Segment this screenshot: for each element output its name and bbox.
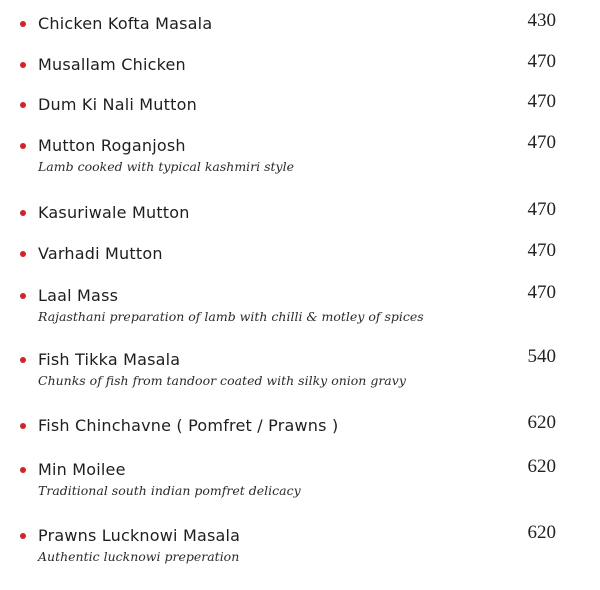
bullet-icon (20, 467, 26, 473)
bullet-icon (20, 533, 26, 539)
dish-name: Prawns Lucknowi Masala (38, 526, 241, 545)
dish-name: Dum Ki Nali Mutton (38, 95, 197, 114)
dish-description: Authentic lucknowi preperation (38, 549, 240, 564)
dish-name: Varhadi Mutton (38, 244, 163, 263)
dish-name: Min Moilee (38, 460, 126, 479)
bullet-icon (20, 62, 26, 68)
dish-description: Chunks of fish from tandoor coated with silky onion gravy (38, 373, 406, 388)
dish-price: 620 (527, 456, 556, 477)
dish-price: 470 (527, 91, 556, 112)
bullet-icon (20, 357, 26, 363)
dish-price: 470 (527, 199, 556, 220)
dish-price: 470 (527, 282, 556, 303)
bullet-icon (20, 102, 26, 108)
dish-price: 470 (527, 51, 556, 72)
dish-name: Laal Mass (38, 286, 119, 305)
dish-description: Rajasthani preparation of lamb with chilli & motley of spices (38, 309, 424, 324)
dish-name: Fish Chinchavne ( Pomfret / Prawns ) (38, 416, 339, 435)
dish-name: Chicken Kofta Masala (38, 14, 213, 33)
dish-description: Traditional south indian pomfret delicacy (38, 483, 301, 498)
bullet-icon (20, 143, 26, 149)
dish-price: 470 (527, 132, 556, 153)
bullet-icon (20, 293, 26, 299)
dish-name: Fish Tikka Masala (38, 350, 181, 369)
dish-price: 540 (527, 346, 556, 367)
dish-name: Mutton Roganjosh (38, 136, 186, 155)
dish-price: 470 (527, 240, 556, 261)
dish-price: 620 (527, 412, 556, 433)
bullet-icon (20, 210, 26, 216)
dish-price: 430 (527, 10, 556, 31)
bullet-icon (20, 423, 26, 429)
dish-price: 620 (527, 522, 556, 543)
dish-name: Kasuriwale Mutton (38, 203, 190, 222)
bullet-icon (20, 21, 26, 27)
dish-name: Musallam Chicken (38, 55, 186, 74)
bullet-icon (20, 251, 26, 257)
dish-description: Lamb cooked with typical kashmiri style (38, 159, 295, 174)
